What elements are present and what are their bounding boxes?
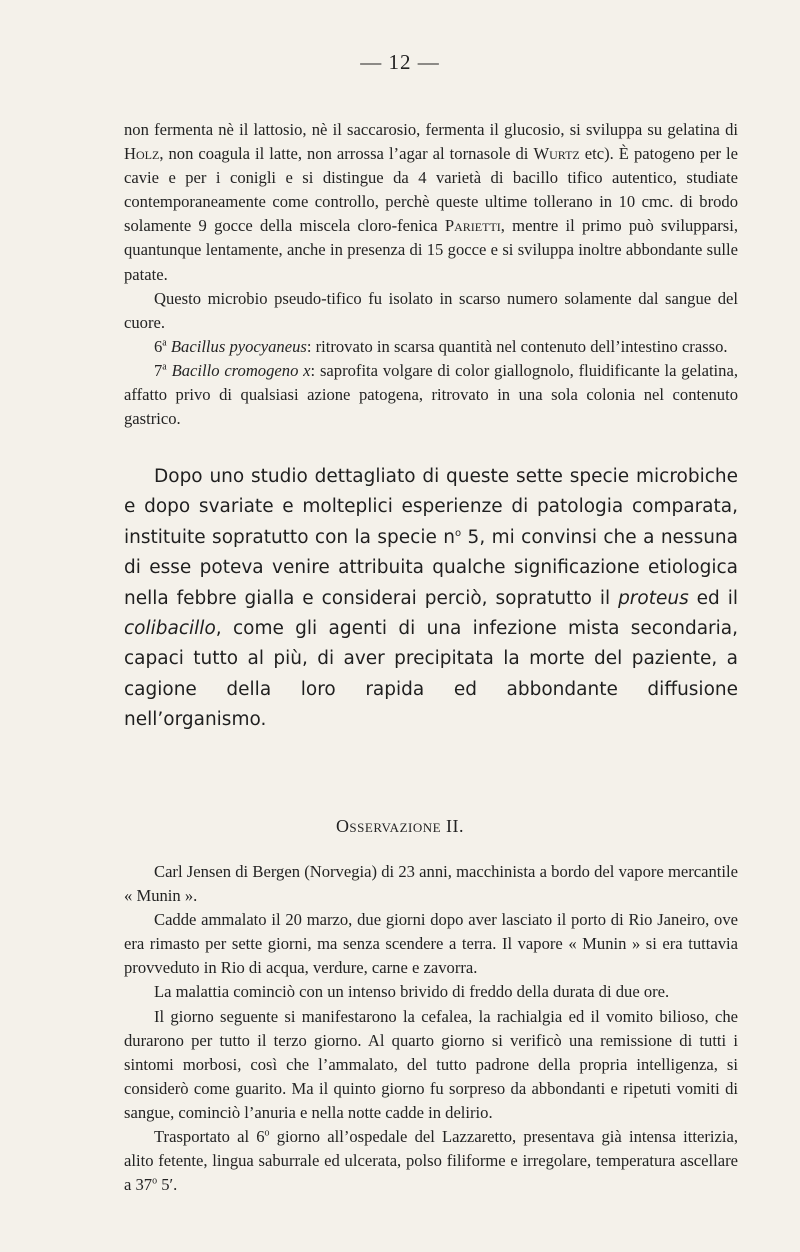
- paragraph-species-5: non fermenta nè il lattosio, nè il saccarosio, fermenta il glucosio, si sviluppa su gelatina di Holz, non coagula il latte, non arrossa l’agar al tornasole di Wurtz etc). È patogeno per le cavie e per i conigli e si distingue da 4 varietà di bacillo tifico autentico, studiate contemporaneamente come controllo, perchè queste ultime tollerano in 10 cmc. di brodo solamente 9 gocce della miscela cloro-fenica Parietti, mentre il primo può svilupparsi, quantunque lentamente, anche in presenza di 15 gocce e si sviluppa inoltre abbondante sulle patate.: [124, 120, 739, 284]
- author-holz: Holz: [124, 144, 160, 164]
- paragraph-species-7: 7$^a$ Bacillo cromogeno x: saprofita volgare di color giallognolo, fluidificante la gelatina, affatto privo di qualsiasi azione patogena, ritrovato in una sola colonia nel contenuto gastrico.: [124, 360, 738, 429]
- term-proteus: proteus: [618, 587, 689, 609]
- paragraph-species-6: 6$^a$ Bacillus pyocyaneus: ritrovato in scarsa quantità nel contenuto dell’intestino crasso.: [154, 336, 728, 356]
- case-paragraph-onset: Cadde ammalato il 20 marzo, due giorni dopo aver lasciato il porto di Rio Janeiro, ove era rimasto per sette giorni, ma senza scendere a terra. Il vapore « Munin » si era tuttavia provveduto in Rio di acqua, verdure, carne e zavorra.: [124, 910, 738, 978]
- species-name-pyocyaneus: Bacillus pyocyaneus: [170, 336, 307, 356]
- page-number: — 12 —: [360, 50, 440, 74]
- term-colibacillo: colibacillo: [124, 618, 216, 640]
- species-description: [124, 118, 738, 431]
- case-paragraph-course: Il giorno seguente si manifestarono la cefalea, la rachialgia ed il vomito bilioso, che durarono per tutto il terzo giorno. Al quarto giorno si verificò una remissione di tutti i sintomi morbosi, così che l’ammalato, del tutto padrone della propria intelligenza, si considerò come guarito. Ma il quinto giorno fu sorpreso da abbondanti e ripetuti vomiti di sangue, cominciò l’anuria e nella notte cadde in delirio.: [124, 1006, 738, 1122]
- section-heading: Osservazione II.: [335, 816, 465, 836]
- case-report: [124, 860, 738, 1197]
- paragraph-isolation: Questo microbio pseudo-tifico fu isolato in scarso numero solamente dal sangue del cuore.: [124, 288, 738, 332]
- case-paragraph-chill: La malattia cominciò con un intenso brivido di freddo della durata di due ore.: [154, 982, 670, 1002]
- case-paragraph-patient: Carl Jensen di Bergen (Norvegia) di 23 anni, macchinista a bordo del vapore mercantile « Munin ».: [124, 862, 738, 906]
- conclusion-paragraph: Dopo uno studio dettagliato di queste sette specie microbiche e dopo svariate e molteplici esperienze di patologia comparata, instituite sopratutto con la specie $n^o$ 5, mi convinsi che a nessuna di esse poteva venire attribuita qualche significazione etiologica nella febbre gialla e considerai perciò, sopratutto il proteus ed il colibacillo, come gli agenti di una infezione mista secondaria, capaci tutto al più, di aver precipitata la morte del paziente, a cagione della loro rapida ed abbondante diffusione nell’organismo.: [124, 466, 738, 731]
- author-parietti: Parietti: [444, 216, 501, 236]
- species-name-cromogeno: Bacillo cromogeno x: [171, 360, 311, 380]
- case-paragraph-admission: Trasportato al 6$^o$ giorno all’ospedale del Lazzaretto, presentava già intensa itterizia, alito fetente, lingua saburrale ed ulcerata, polso filiforme e irregolare, temperatura ascellare a 37$^o$ 5′.: [124, 1127, 738, 1195]
- author-wurtz: Wurtz: [533, 144, 580, 164]
